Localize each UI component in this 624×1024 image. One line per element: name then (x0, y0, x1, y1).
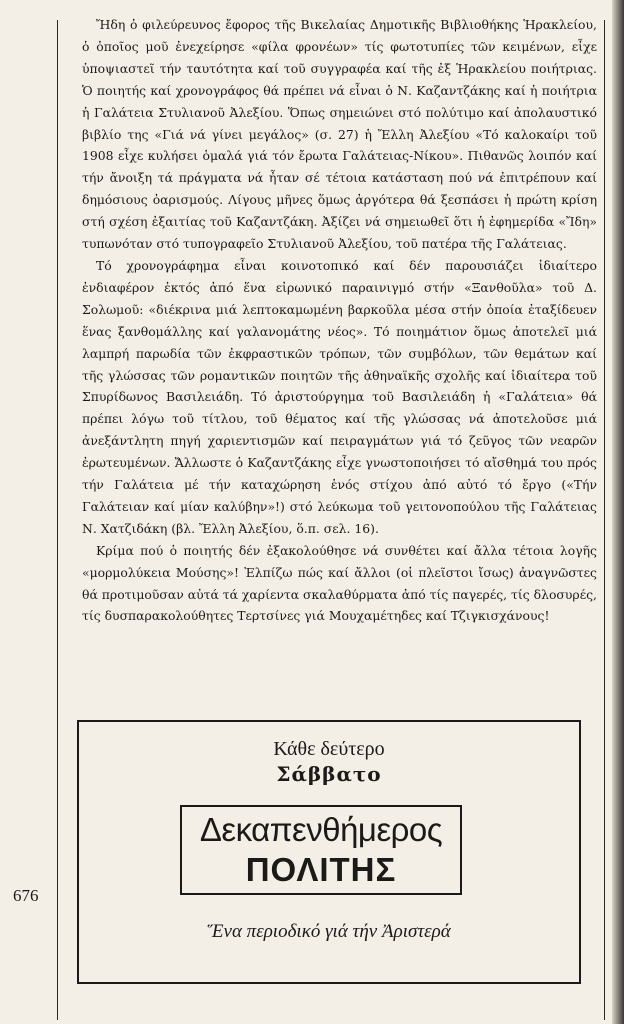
article-paragraph-2: Τό χρονογράφημα εἶναι κοινοτοπικό καί δέν παρουσιάζει ἰδιαίτερο ἐνδιαφέρον ἐκτός ἀπό ἕνα εἰρωνικό παραινιγμό στήν «Ξανθοῦλα» τοῦ Δ. Σολωμοῦ: «διέκρινα μιά λεπτοκαμωμένη βαρκοῦλα μέσα στήν ὁποία ἐταξίδευεν ἕνας ξανθομάλλης καί γαλανομάτης νέος». Τό ποιημάτιον ὅμως ἀποτελεῖ μιά λαμπρή παρωδία τῶν ἐκφραστικῶν τρόπων, τῶν συμβόλων, τῶν θεμάτων καί τῆς γλώσσας τῶν ρομαντικῶν ποιητῶν τῆς ἀθηναϊκῆς σχολῆς καί ἰδιαίτερα τοῦ Σπυρίδωνος Βασιλειάδη. Τό ἀριστούργημα τοῦ Βασιλειάδη ἡ «Γαλάτεια» θά πρέπει λόγω τοῦ τίτλου, τοῦ θέματος καί τῆς γλώσσας νά ἀποτελοῦσε μιά ἀνεξάντλητη πηγή χαριεντισμῶν καί πειραγμάτων γιά τό ζεῦγος τῶν νεαρῶν ἐρωτευμένων. Ἄλλωστε ὁ Καζαντζάκης εἶχε γνωστοποιήσει τό αἴσθημά του πρός τήν Γαλάτεια μέ τήν καταχώρηση ἑνός στίχου ἀπό αὐτό τό ἔργο («Τήν Γαλάτειαν καί μίαν καλύβην»!) στό λεύκωμα τοῦ γειτονοπούλου τῆς Γαλάτειας Ν. Χατζιδάκη (βλ. Ἔλλη Ἀλεξίου, ὅ.π. σελ. 16). (82, 257, 597, 536)
ad-title-line-1: Δεκαπενθήμερος (199, 811, 443, 848)
article-paragraph-1: Ἤδη ὁ φιλεύρευνος ἔφορος τῆς Βικελαίας Δημοτικῆς Βιβλιοθήκης Ἡρακλείου, ὁ ὁποῖος μοῦ ἐνεχείρησε «φίλα φρονέων» τίς φωτοτυπίες τῶν κειμένων, εἶχε ὑποψιαστεῖ τήν ταυτότητα καί τοῦ συγγραφέα καί τῆς ἐξ Ἡρακλείου ποιήτριας. Ὁ ποιητής καί χρονογράφος θά πρέπει νά εἶναι ὁ Ν. Καζαντζάκης καί ἡ ποιήτρια ἡ Γαλάτεια Στυλιανοῦ Ἀλεξίου. Ὅπως σημειώνει στό πολύτιμο καί ἀπολαυστικό βιβλίο της «Γιά νά γίνει μεγάλος» (σ. 27) ἡ Ἔλλη Ἀλεξίου «Τό καλοκαίρι τοῦ 1908 εἶχε κυλήσει ὁμαλά γιά τόν ἔρωτα Γαλάτειας-Νίκου». Πιθανῶς λοιπόν καί τήν ἄνοιξη τά πράγματα νά ἦταν σέ τέτοια κατάσταση πού νά ἐπιτρέπουν καί δημόσιους ὀαρισμούς. Λίγους μῆνες ὅμως ἀργότερα θά ξεσπάσει ἡ πρώτη κρίση στή σχέση ἐξαιτίας τοῦ Καζαντζάκη. Ἀξίζει νά σημειωθεῖ ὅτι ἡ ἐφημερίδα «Ἴδη» τυπωνόταν στό τυπογραφεῖο Στυλιανοῦ Ἀλεξίου, τοῦ πατέρα τῆς Γαλάτειας. (82, 17, 597, 252)
scan-page-edge (612, 0, 624, 1024)
page-number: 676 (13, 886, 39, 905)
ad-frequency: Κάθε δεύτερο (273, 738, 385, 760)
ad-title-line-2: ΠΟΛΙΤΗΣ (245, 851, 397, 888)
ad-day: Σάββατο (276, 762, 382, 786)
advertisement-box (77, 720, 581, 984)
article-body (82, 14, 597, 627)
ad-masthead-box (180, 805, 462, 895)
ad-slogan: Ἕνα περιοδικό γιά τήν Ἀριστερά (207, 921, 451, 942)
right-margin-rule (604, 20, 605, 1020)
article-paragraph-3: Κρίμα πού ὁ ποιητής δέν ἐξακολούθησε νά συνθέτει καί ἄλλα τέτοια λογῆς «μορμολύκεια Μούσης»! Ἐλπίζω πώς καί ἄλλοι (οἱ πλεῖστοι ἴσως) ἀναγνῶστες θά προτιμοῦσαν αὐτά τά χαρίεντα σκαλαθύρματα ἀπό τίς παγερές, τίς δλοσυρές, τίς δυσπαρακολούθητες Τερτσίνες γιά Μουχαμέτηδες καί Τζιγκισχάνους! (82, 542, 597, 624)
left-margin-rule (57, 20, 58, 1020)
